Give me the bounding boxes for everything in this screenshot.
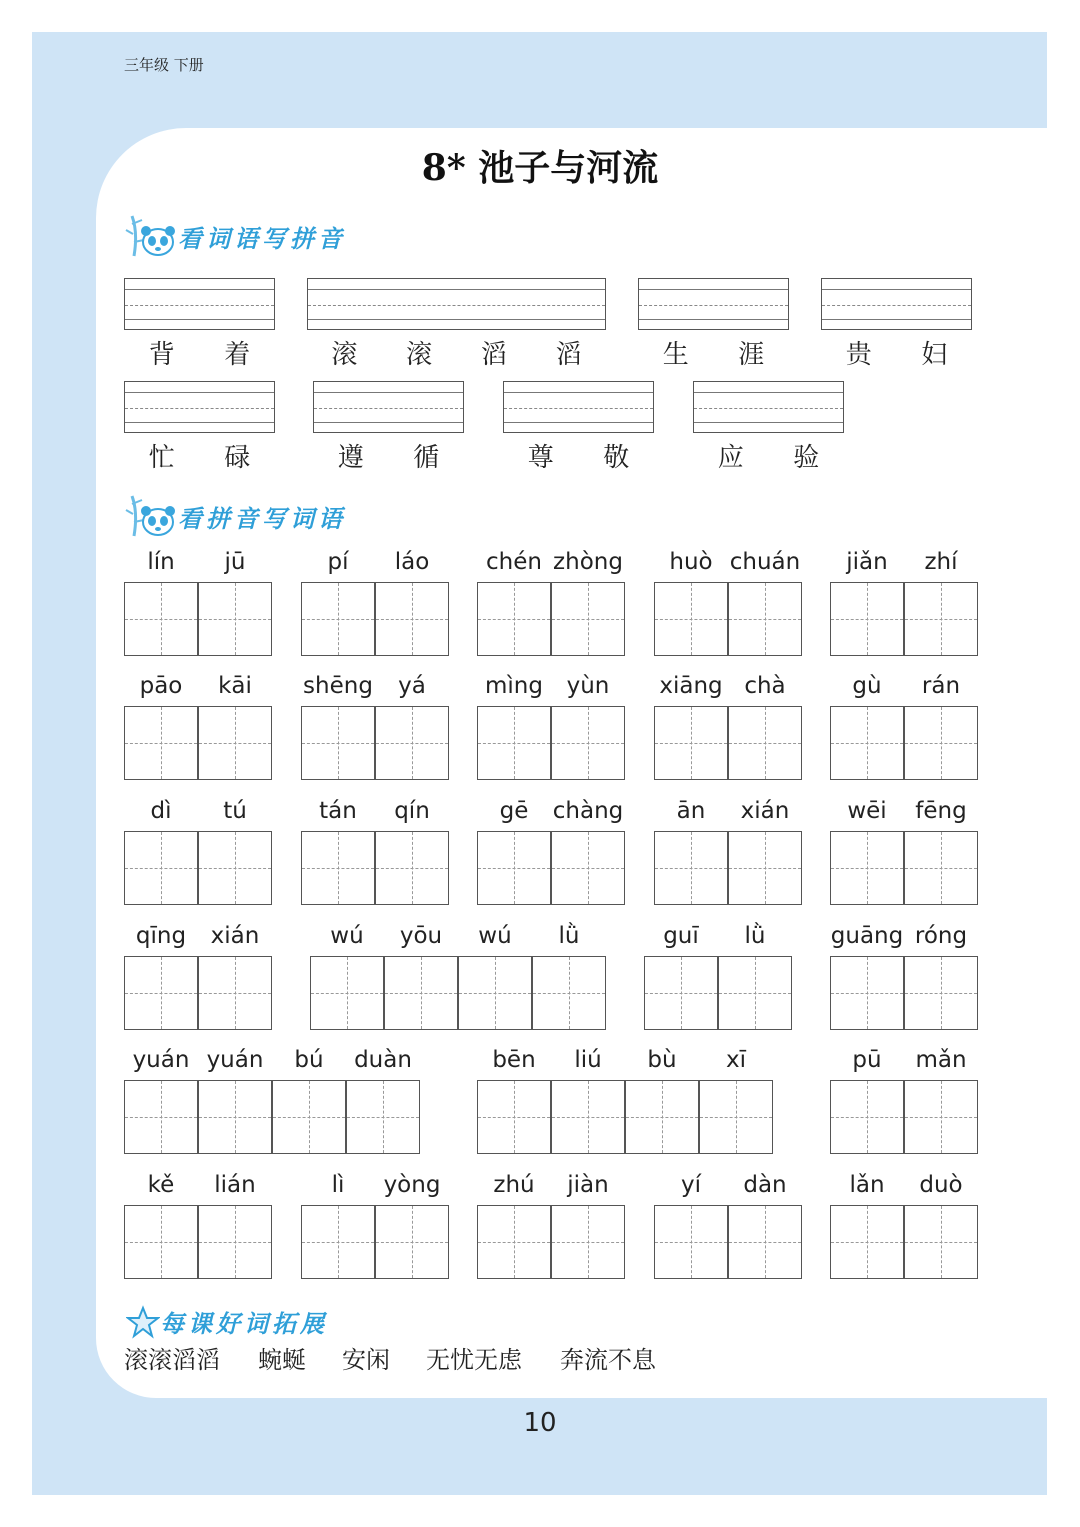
pinyin-label: wú (330, 923, 364, 949)
section-header-3 (126, 1304, 328, 1339)
grid-guide-v (235, 583, 236, 655)
grid-guide-v (412, 583, 413, 655)
vocab-character: 涯 (738, 340, 765, 370)
tianzige-cell[interactable] (301, 1205, 375, 1279)
tianzige-cell[interactable] (699, 1080, 773, 1154)
tianzige-cell[interactable] (830, 1080, 904, 1154)
grid-guide-v (941, 1081, 942, 1153)
grid-guide-v (941, 832, 942, 904)
pinyin-writing-lines[interactable] (821, 278, 972, 330)
tianzige-cell[interactable] (830, 582, 904, 656)
grid-guide-v (161, 583, 162, 655)
grid-guide-v (514, 583, 515, 655)
lesson-title: 8* 池子与河流 (421, 147, 659, 189)
grid-guide-v (338, 707, 339, 779)
grid-guide-v (867, 957, 868, 1029)
pinyin-label: wēi (847, 798, 887, 824)
tianzige-cell[interactable] (124, 706, 198, 780)
grid-guide-v (235, 1081, 236, 1153)
guide-line (314, 408, 463, 409)
tianzige-cell[interactable] (551, 706, 625, 780)
guide-line (639, 319, 788, 320)
grid-guide-v (588, 1206, 589, 1278)
grid-guide-v (662, 1081, 663, 1153)
pinyin-label: jiàn (567, 1172, 609, 1198)
grid-guide-v (941, 707, 942, 779)
guide-line (694, 422, 843, 423)
tianzige-cell[interactable] (728, 1205, 802, 1279)
tianzige-cell[interactable] (477, 831, 551, 905)
tianzige-cell[interactable] (198, 1205, 272, 1279)
pinyin-label: kāi (218, 673, 252, 699)
grid-guide-v (867, 1081, 868, 1153)
pinyin-label: gù (852, 673, 882, 699)
grid-guide-v (588, 707, 589, 779)
extension-word: 蜿蜒 (258, 1346, 306, 1374)
grid-guide-v (161, 1206, 162, 1278)
grid-guide-v (867, 832, 868, 904)
vocab-character: 着 (224, 340, 251, 370)
vocab-character: 验 (793, 443, 820, 473)
pinyin-label: tán (319, 798, 357, 824)
grid-guide-v (514, 707, 515, 779)
panda-bamboo-icon (124, 492, 178, 540)
vocab-character: 碌 (224, 443, 251, 473)
pinyin-label: tú (223, 798, 247, 824)
pinyin-label: pāo (139, 673, 183, 699)
tianzige-cell[interactable] (728, 582, 802, 656)
pinyin-writing-lines[interactable] (313, 381, 464, 433)
extension-word: 无忧无虑 (426, 1346, 522, 1374)
pinyin-label: wú (478, 923, 512, 949)
extension-word: 安闲 (342, 1346, 390, 1374)
pinyin-label: rán (921, 673, 961, 699)
guide-line (125, 392, 274, 393)
pinyin-label: róng (914, 923, 968, 949)
tianzige-cell[interactable] (654, 831, 728, 905)
tianzige-cell[interactable] (198, 1080, 272, 1154)
pinyin-label: zhòng (553, 549, 623, 575)
pinyin-label: qín (394, 798, 430, 824)
guide-line (504, 408, 653, 409)
pinyin-label: yuán (206, 1047, 264, 1073)
tianzige-cell[interactable] (375, 706, 449, 780)
vocab-character: 应 (717, 443, 744, 473)
vocab-character: 敬 (603, 443, 630, 473)
tianzige-cell[interactable] (198, 831, 272, 905)
pinyin-label: mìng (485, 673, 543, 699)
guide-line (504, 422, 653, 423)
pinyin-label: yá (398, 673, 426, 699)
grade-label: 三年级 下册 (124, 56, 204, 74)
tianzige-cell[interactable] (551, 582, 625, 656)
tianzige-cell[interactable] (384, 956, 458, 1030)
grid-guide-v (569, 957, 570, 1029)
tianzige-cell[interactable] (310, 956, 384, 1030)
tianzige-cell[interactable] (477, 1080, 551, 1154)
pinyin-label: fēng (915, 798, 967, 824)
section-title-extension: 每课好词拓展 (160, 1309, 328, 1338)
grid-guide-v (235, 832, 236, 904)
tianzige-cell[interactable] (830, 706, 904, 780)
grid-guide-v (338, 1206, 339, 1278)
pinyin-label: lǜ (744, 923, 766, 949)
pinyin-label: bú (294, 1047, 324, 1073)
grid-guide-v (161, 707, 162, 779)
grid-guide-v (235, 707, 236, 779)
pinyin-label: mǎn (915, 1047, 967, 1073)
grid-guide-v (941, 1206, 942, 1278)
pinyin-label: lín (147, 549, 175, 575)
guide-line (504, 392, 653, 393)
tianzige-cell[interactable] (124, 582, 198, 656)
pinyin-label: chuán (729, 549, 801, 575)
extension-word: 滚滚滔滔 (124, 1346, 220, 1374)
pinyin-label: bēn (492, 1047, 536, 1073)
tianzige-cell[interactable] (198, 956, 272, 1030)
pinyin-label: pū (852, 1047, 882, 1073)
guide-line (314, 422, 463, 423)
pinyin-label: pí (327, 549, 349, 575)
pinyin-label: xiāng (659, 673, 723, 699)
pinyin-label: lián (214, 1172, 256, 1198)
vocab-character: 背 (148, 340, 175, 370)
pinyin-label: láo (394, 549, 430, 575)
grid-guide-v (235, 1206, 236, 1278)
pinyin-label: chén (486, 549, 542, 575)
pinyin-label: zhú (493, 1172, 535, 1198)
vocab-character: 滚 (406, 340, 433, 370)
grid-guide-v (765, 1206, 766, 1278)
tianzige-cell[interactable] (301, 831, 375, 905)
guide-line (314, 392, 463, 393)
pinyin-writing-lines[interactable] (638, 278, 789, 330)
grid-guide-v (765, 707, 766, 779)
grid-guide-v (421, 957, 422, 1029)
guide-line (308, 319, 605, 320)
pinyin-label: dàn (743, 1172, 787, 1198)
pinyin-label: guāng (830, 923, 904, 949)
grid-guide-v (412, 707, 413, 779)
grid-guide-v (161, 957, 162, 1029)
tianzige-cell[interactable] (301, 706, 375, 780)
tianzige-cell[interactable] (904, 831, 978, 905)
grid-guide-v (338, 583, 339, 655)
section-header-1 (124, 212, 346, 260)
grid-guide-v (514, 1206, 515, 1278)
tianzige-cell[interactable] (718, 956, 792, 1030)
tianzige-cell[interactable] (728, 706, 802, 780)
pinyin-label: lǎn (849, 1172, 885, 1198)
vocab-character: 滚 (331, 340, 358, 370)
page-number: 10 (523, 1408, 557, 1438)
extension-word: 奔流不息 (560, 1346, 656, 1374)
grid-guide-v (691, 707, 692, 779)
guide-line (308, 305, 605, 306)
grid-guide-v (691, 583, 692, 655)
tianzige-cell[interactable] (346, 1080, 420, 1154)
vocab-character: 遵 (337, 443, 364, 473)
pinyin-label: chà (744, 673, 786, 699)
star-icon (126, 1305, 160, 1339)
tianzige-cell[interactable] (904, 1080, 978, 1154)
pinyin-label: duàn (354, 1047, 412, 1073)
tianzige-cell[interactable] (124, 831, 198, 905)
grid-guide-v (347, 957, 348, 1029)
tianzige-cell[interactable] (124, 956, 198, 1030)
guide-line (125, 422, 274, 423)
grid-guide-v (588, 832, 589, 904)
grid-guide-v (338, 832, 339, 904)
tianzige-cell[interactable] (124, 1205, 198, 1279)
tianzige-cell[interactable] (458, 956, 532, 1030)
grid-guide-v (309, 1081, 310, 1153)
vocab-character: 忙 (148, 443, 175, 473)
tianzige-cell[interactable] (728, 831, 802, 905)
grid-guide-v (681, 957, 682, 1029)
grid-guide-v (691, 1206, 692, 1278)
vocab-character: 生 (662, 340, 689, 370)
guide-line (694, 392, 843, 393)
tianzige-cell[interactable] (551, 1205, 625, 1279)
grid-guide-v (161, 832, 162, 904)
pinyin-label: yuán (132, 1047, 190, 1073)
pinyin-writing-lines[interactable] (124, 278, 275, 330)
grid-guide-v (867, 1206, 868, 1278)
section-title-words: 看拼音写词语 (178, 503, 346, 533)
tianzige-cell[interactable] (830, 1205, 904, 1279)
grid-guide-v (588, 1081, 589, 1153)
pinyin-writing-lines[interactable] (503, 381, 654, 433)
grid-guide-v (588, 583, 589, 655)
pinyin-label: qīng (135, 923, 187, 949)
grid-guide-v (765, 832, 766, 904)
vocab-character: 贵 (845, 340, 872, 370)
guide-line (308, 289, 605, 290)
guide-line (125, 319, 274, 320)
tianzige-cell[interactable] (904, 706, 978, 780)
tianzige-cell[interactable] (198, 706, 272, 780)
tianzige-cell[interactable] (532, 956, 606, 1030)
pinyin-label: liú (574, 1047, 602, 1073)
vocab-character: 尊 (527, 443, 554, 473)
tianzige-cell[interactable] (830, 956, 904, 1030)
guide-line (822, 289, 971, 290)
tianzige-cell[interactable] (477, 582, 551, 656)
grid-guide-v (736, 1081, 737, 1153)
grid-guide-v (514, 1081, 515, 1153)
vocab-character: 妇 (921, 340, 948, 370)
vocab-character: 循 (413, 443, 440, 473)
vocab-character: 滔 (555, 340, 582, 370)
pinyin-label: chàng (552, 798, 624, 824)
guide-line (125, 305, 274, 306)
pinyin-label: duò (919, 1172, 963, 1198)
tianzige-cell[interactable] (477, 1205, 551, 1279)
tianzige-cell[interactable] (904, 582, 978, 656)
guide-line (822, 305, 971, 306)
tianzige-cell[interactable] (272, 1080, 346, 1154)
tianzige-cell[interactable] (198, 582, 272, 656)
pinyin-label: xián (740, 798, 790, 824)
vocab-character: 滔 (480, 340, 507, 370)
panda-bamboo-icon (124, 212, 178, 260)
grid-guide-v (412, 1206, 413, 1278)
pinyin-label: lǜ (558, 923, 580, 949)
grid-guide-v (941, 957, 942, 1029)
section-header-2 (124, 492, 346, 540)
grid-guide-v (941, 583, 942, 655)
grid-guide-v (235, 957, 236, 1029)
pinyin-label: gē (499, 798, 529, 824)
tianzige-cell[interactable] (375, 1205, 449, 1279)
guide-line (639, 305, 788, 306)
pinyin-label: yōu (399, 923, 443, 949)
tianzige-cell[interactable] (301, 582, 375, 656)
grid-guide-v (765, 583, 766, 655)
grid-guide-v (412, 832, 413, 904)
guide-line (822, 319, 971, 320)
pinyin-writing-lines[interactable] (124, 381, 275, 433)
tianzige-cell[interactable] (904, 1205, 978, 1279)
pinyin-label: guī (663, 923, 699, 949)
grid-guide-v (755, 957, 756, 1029)
tianzige-cell[interactable] (830, 831, 904, 905)
grid-guide-v (383, 1081, 384, 1153)
grid-guide-v (867, 707, 868, 779)
pinyin-label: bù (647, 1047, 677, 1073)
tianzige-cell[interactable] (625, 1080, 699, 1154)
tianzige-cell[interactable] (654, 582, 728, 656)
pinyin-label: huò (669, 549, 713, 575)
tianzige-cell[interactable] (644, 956, 718, 1030)
tianzige-cell[interactable] (654, 706, 728, 780)
guide-line (125, 289, 274, 290)
grid-guide-v (514, 832, 515, 904)
tianzige-cell[interactable] (477, 706, 551, 780)
pinyin-label: yí (680, 1172, 701, 1198)
pinyin-label: jū (224, 549, 246, 575)
tianzige-cell[interactable] (124, 1080, 198, 1154)
tianzige-cell[interactable] (375, 582, 449, 656)
pinyin-label: lì (331, 1172, 345, 1198)
pinyin-label: yòng (383, 1172, 441, 1198)
tianzige-cell[interactable] (551, 1080, 625, 1154)
grid-guide-v (867, 583, 868, 655)
pinyin-writing-lines[interactable] (307, 278, 606, 330)
guide-line (694, 408, 843, 409)
grid-guide-v (495, 957, 496, 1029)
grid-guide-v (161, 1081, 162, 1153)
tianzige-cell[interactable] (654, 1205, 728, 1279)
pinyin-label: dì (150, 798, 172, 824)
pinyin-writing-lines[interactable] (693, 381, 844, 433)
pinyin-label: yùn (566, 673, 610, 699)
guide-line (639, 289, 788, 290)
pinyin-label: xián (210, 923, 260, 949)
guide-line (125, 408, 274, 409)
pinyin-label: kě (147, 1172, 175, 1198)
grid-guide-v (691, 832, 692, 904)
pinyin-label: jiǎn (846, 549, 888, 575)
pinyin-label: xī (725, 1047, 746, 1073)
pinyin-label: shēng (303, 673, 373, 699)
pinyin-label: ān (676, 798, 706, 824)
section-title-pinyin: 看词语写拼音 (178, 223, 346, 253)
pinyin-label: zhí (924, 549, 958, 575)
tianzige-cell[interactable] (375, 831, 449, 905)
tianzige-cell[interactable] (904, 956, 978, 1030)
tianzige-cell[interactable] (551, 831, 625, 905)
